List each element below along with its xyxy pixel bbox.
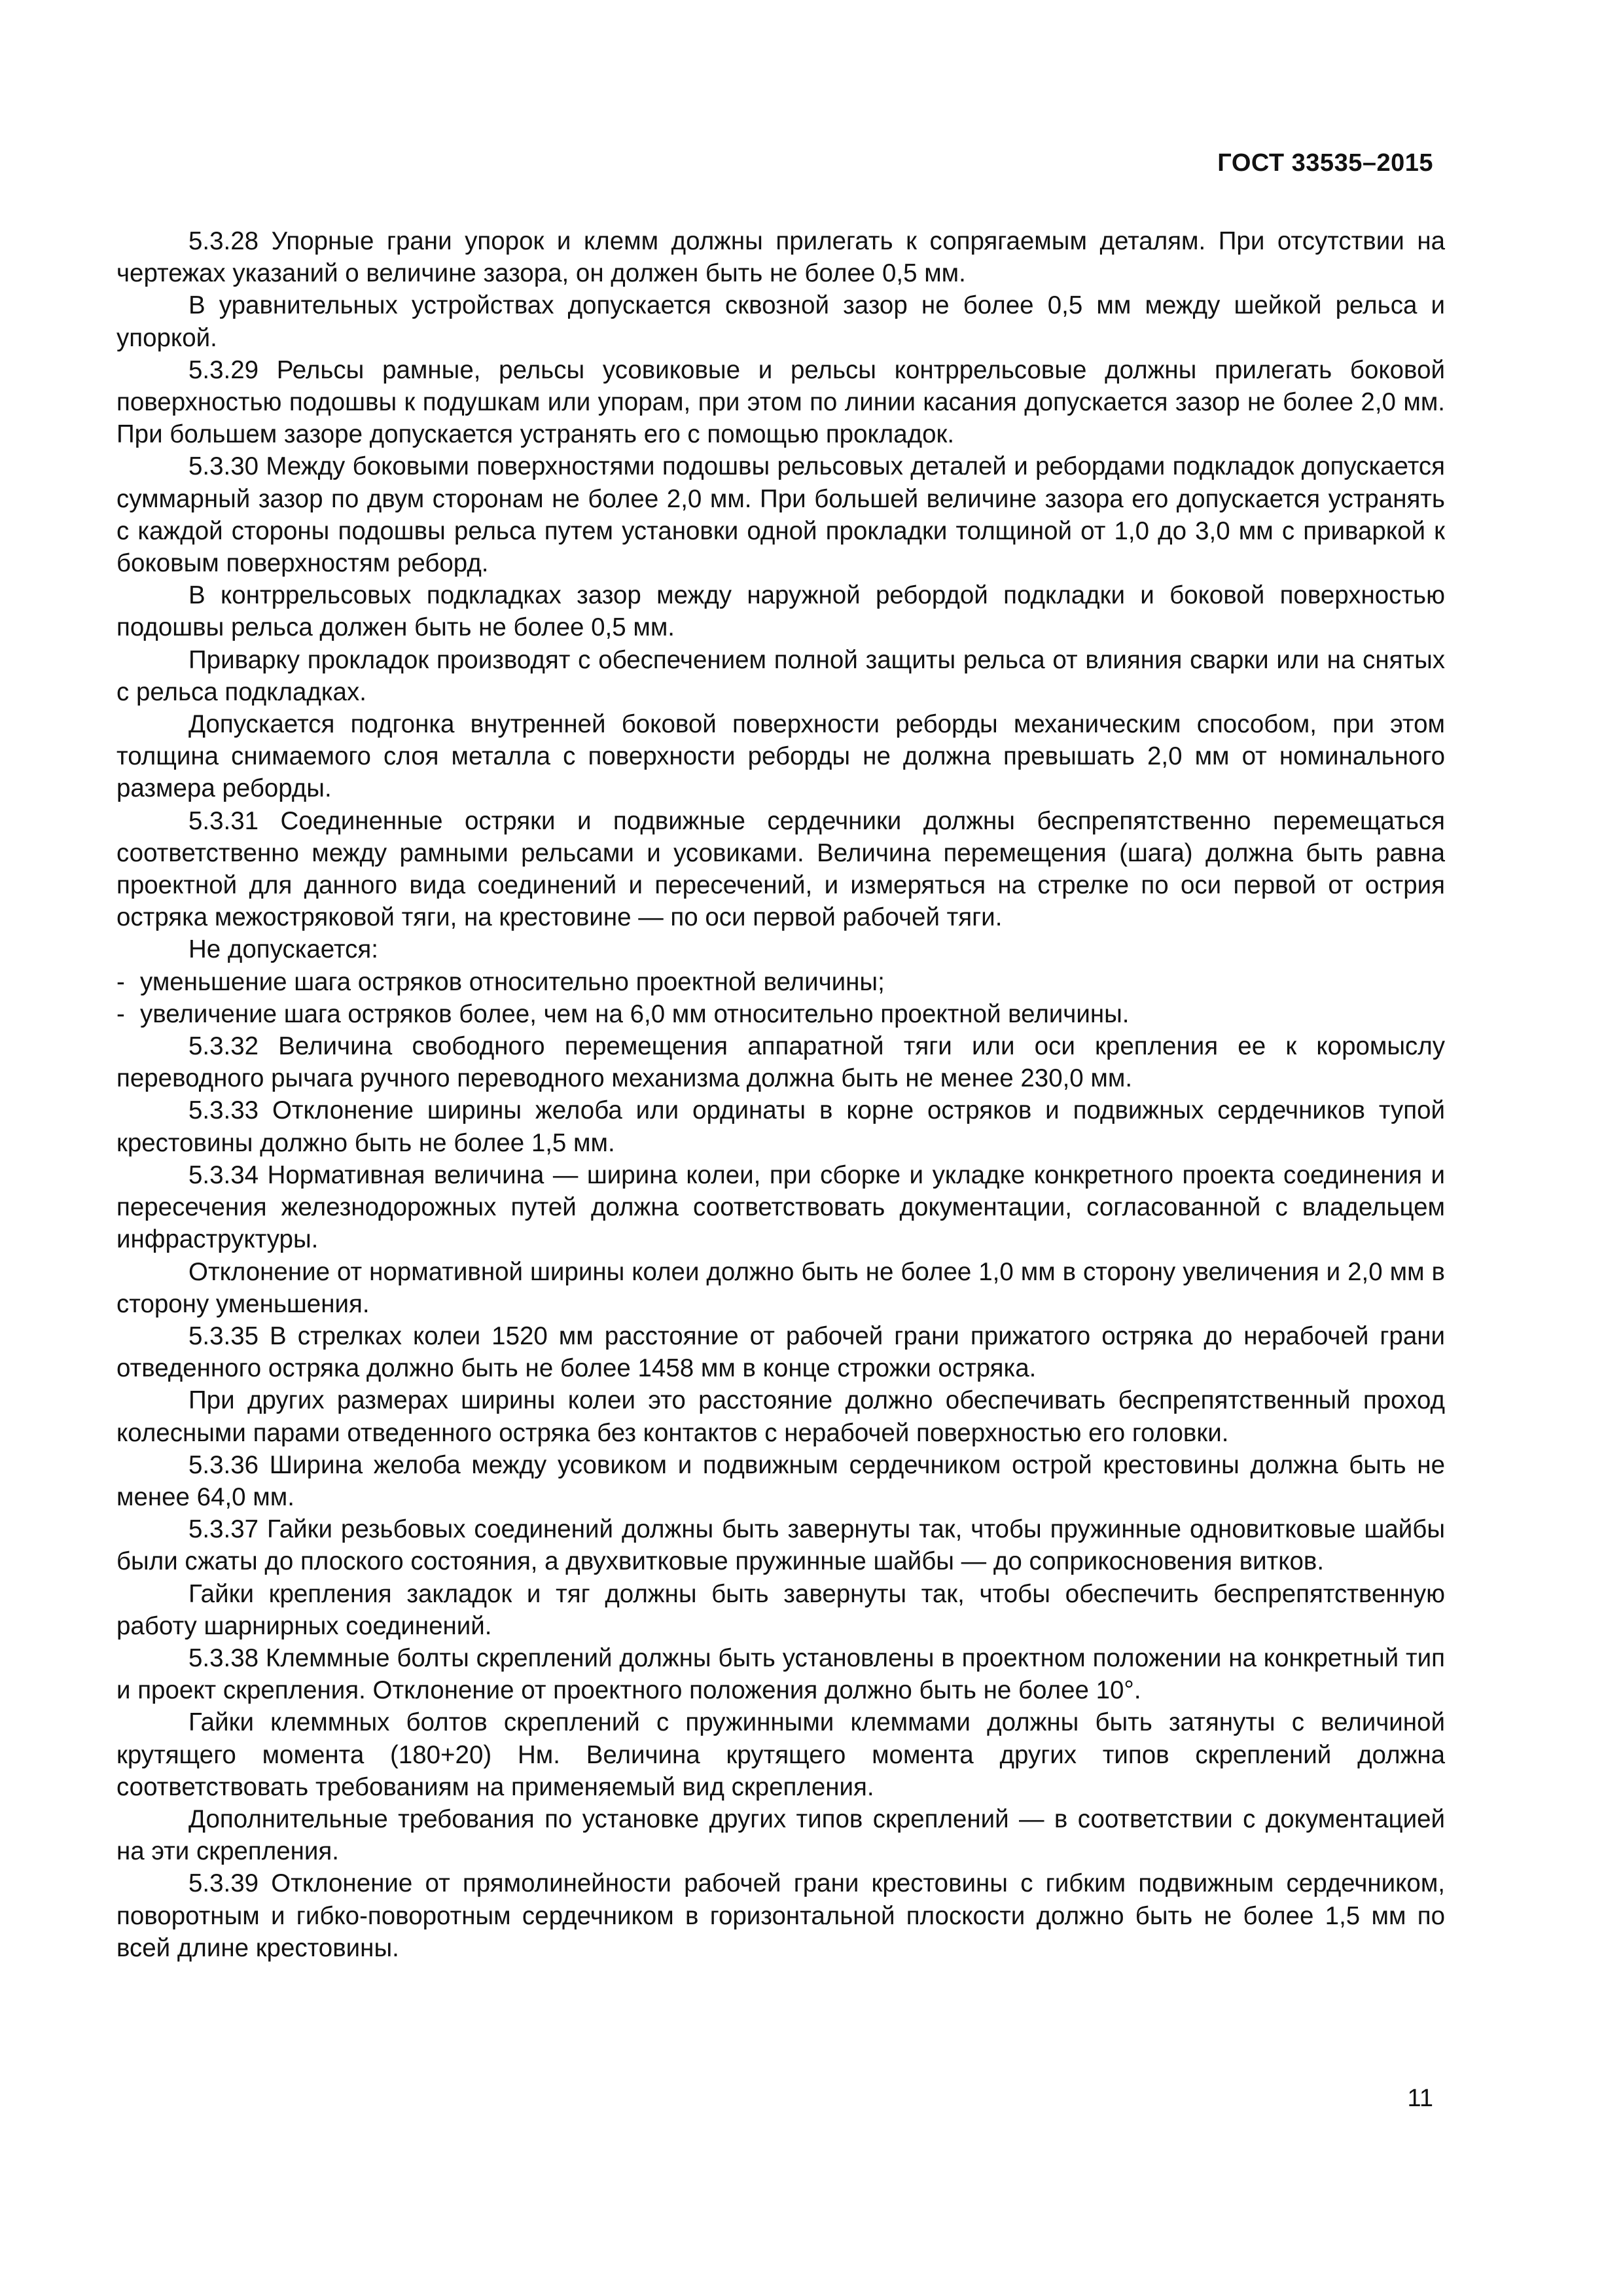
- paragraph: Приварку прокладок производят с обеспечением полной защиты рельса от влияния сварки или на снятых с рельса подкладках.: [116, 645, 1445, 706]
- paragraph: В уравнительных устройствах допускается сквозной зазор не более 0,5 мм между шейкой рельса и упоркой.: [116, 291, 1445, 352]
- paragraph: 5.3.33 Отклонение ширины желоба или ординаты в корне остряков и подвижных сердечников тупой крестовины должно быть не более 1,5 мм.: [116, 1096, 1445, 1157]
- paragraph: 5.3.37 Гайки резьбовых соединений должны быть завернуты так, чтобы пружинные одновитковые шайбы были сжаты до плоского состояния, а двухвитковые пружинные шайбы — до соприкосновения витков.: [116, 1515, 1445, 1576]
- list-item: [116, 966, 1445, 998]
- paragraph: Не допускается:: [188, 935, 378, 964]
- paragraph: 5.3.28 Упорные грани упорок и клемм должны прилегать к сопрягаемым деталям. При отсутствии на чертежах указаний о величине зазора, он должен быть не более 0,5 мм.: [116, 227, 1445, 288]
- list-marker: -: [116, 967, 125, 996]
- paragraph: 5.3.29 Рельсы рамные, рельсы усовиковые и рельсы контррельсовые должны прилегать боковой поверхностью подошвы к подушкам или упорам, при этом по линии касания допускается зазор не более 2,0 мм. При большем зазоре допускается устранять его с помощью прокладок.: [116, 355, 1445, 449]
- paragraph: 5.3.34 Нормативная величина — ширина колеи, при сборке и укладке конкретного проекта соединения и пересечения железнодорожных путей должна соответствовать документации, согласованной с владельцем инфраструктуры.: [116, 1160, 1445, 1254]
- list-item-text: увеличение шага остряков более, чем на 6,0 мм относительно проектной величины.: [140, 999, 1130, 1028]
- paragraph: 5.3.35 В стрелках колеи 1520 мм расстояние от рабочей грани прижатого остряка до нерабочей грани отведенного остряка должно быть не более 1458 мм в конце строжки остряка.: [116, 1321, 1445, 1383]
- paragraph: 5.3.39 Отклонение от прямолинейности рабочей грани крестовины с гибким подвижным сердечником, поворотным и гибко-поворотным сердечником в горизонтальной плоскости должно быть не более 1,5 мм по всей длине крестовины.: [116, 1869, 1445, 1962]
- paragraph: 5.3.30 Между боковыми поверхностями подошвы рельсовых деталей и ребордами подкладок допускается суммарный зазор по двум сторонам не более 2,0 мм. При большей величине зазора его допускается устранять с каждой стороны подошвы рельса путем установки одной прокладки толщиной от 1,0 до 3,0 мм с приваркой к боковым поверхностям реборд.: [116, 452, 1445, 578]
- list-item-text: уменьшение шага остряков относительно проектной величины;: [140, 967, 885, 996]
- paragraph: Гайки клеммных болтов скреплений с пружинными клеммами должны быть затянуты с величиной крутящего момента (180+20) Нм. Величина крутящего момента других типов скреплений должна соответствовать требованиям на применяемый вид скрепления.: [116, 1708, 1445, 1801]
- paragraph: Дополнительные требования по установке других типов скреплений — в соответствии с документацией на эти скрепления.: [116, 1804, 1445, 1866]
- paragraph: 5.3.38 Клеммные болты скреплений должны быть установлены в проектном положении на конкретный тип и проект скрепления. Отклонение от проектного положения должно быть не более 10°.: [116, 1643, 1445, 1705]
- paragraph: 5.3.36 Ширина желоба между усовиком и подвижным сердечником острой крестовины должна быть не менее 64,0 мм.: [116, 1450, 1445, 1511]
- paragraph: Допускается подгонка внутренней боковой поверхности реборды механическим способом, при этом толщина снимаемого слоя металла с поверхности реборды не должна превышать 2,0 мм от номинального размера реборды.: [116, 710, 1445, 803]
- paragraph: Отклонение от нормативной ширины колеи должно быть не более 1,0 мм в сторону увеличения и 2,0 мм в сторону уменьшения.: [116, 1257, 1445, 1318]
- page-number: 11: [1407, 2085, 1433, 2112]
- list-item: [116, 998, 1445, 1030]
- paragraph: При других размерах ширины колеи это расстояние должно обеспечивать беспрепятственный проход колесными парами отведенного остряка без контактов с нерабочей поверхностью его головки.: [116, 1386, 1445, 1447]
- body-text: [116, 225, 1445, 1964]
- list-marker: -: [116, 999, 125, 1028]
- document-code: ГОСТ 33535–2015: [1217, 149, 1433, 177]
- paragraph: В контррельсовых подкладках зазор между наружной ребордой подкладки и боковой поверхностью подошвы рельса должен быть не более 0,5 мм.: [116, 581, 1445, 642]
- paragraph: Гайки крепления закладок и тяг должны быть завернуты так, чтобы обеспечить беспрепятственную работу шарнирных соединений.: [116, 1579, 1445, 1640]
- paragraph: 5.3.32 Величина свободного перемещения аппаратной тяги или оси крепления ее к коромыслу переводного рычага ручного переводного механизма должна быть не менее 230,0 мм.: [116, 1032, 1445, 1093]
- paragraph: 5.3.31 Соединенные остряки и подвижные сердечники должны беспрепятственно перемещаться соответственно между рамными рельсами и усовиками. Величина перемещения (шага) должна быть равна проектной для данного вида соединений и пересечений, и измеряться на стрелке по оси первой от острия остряка межостряковой тяги, на крестовине — по оси первой рабочей тяги.: [116, 806, 1445, 932]
